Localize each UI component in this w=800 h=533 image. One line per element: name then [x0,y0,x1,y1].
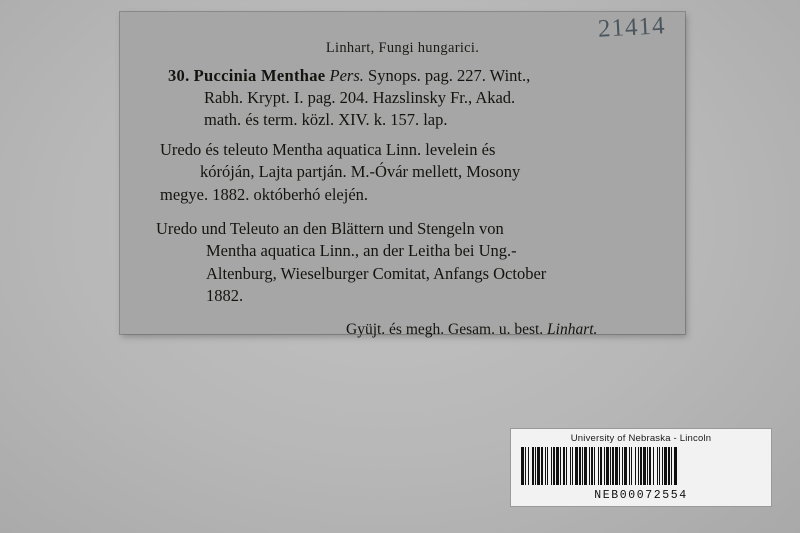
german-line-1: Uredo und Teleuto an den Blättern und Stengeln von [156,218,504,238]
barcode-bars [521,447,761,485]
hungarian-line-3: megye. 1882. októberhó elején. [160,184,369,204]
barcode-number: NEB00072554 [594,489,688,502]
hungarian-line-2: kóróján, Lajta partján. M.-Óvár mellett, Mosony [200,162,521,182]
german-line-2: Mentha aquatica Linn., an der Leitha bei Ung.- [206,241,517,261]
german-description [146,218,659,308]
citation-line-2: Rabh. Krypt. I. pag. 204. Hazslinsky Fr., Akad. [204,87,516,107]
series-title: Linhart, Fungi hungarici. [325,40,480,56]
citation-line-3: math. és term. közl. XIV. k. 157. lap. [204,109,448,129]
hungarian-description [146,139,659,205]
citation-line-1: Synops. pag. 227. Wint., [368,66,531,85]
collector-name: Linhart. [547,321,598,339]
taxon-name: Puccinia Menthae [193,66,326,85]
taxon-authority: Pers. [329,66,364,85]
specimen-label-card [120,12,685,339]
entry-number: 30. [168,66,190,85]
accession-number-handwritten: 21414 [596,12,666,43]
entry-heading [146,65,659,87]
institution-name: University of Nebraska - Lincoln [570,433,712,444]
german-line-4: 1882. [206,285,244,305]
german-line-3: Altenburg, Wieselburger Comitat, Anfangs October [206,263,547,283]
barcode-panel [510,428,772,507]
hungarian-line-1: Uredo és teleuto Mentha aquatica Linn. levelein és [160,140,496,160]
collector-prefix: Gyüjt. és megh. Gesam. u. best. [346,321,544,339]
collector-line [146,321,659,339]
